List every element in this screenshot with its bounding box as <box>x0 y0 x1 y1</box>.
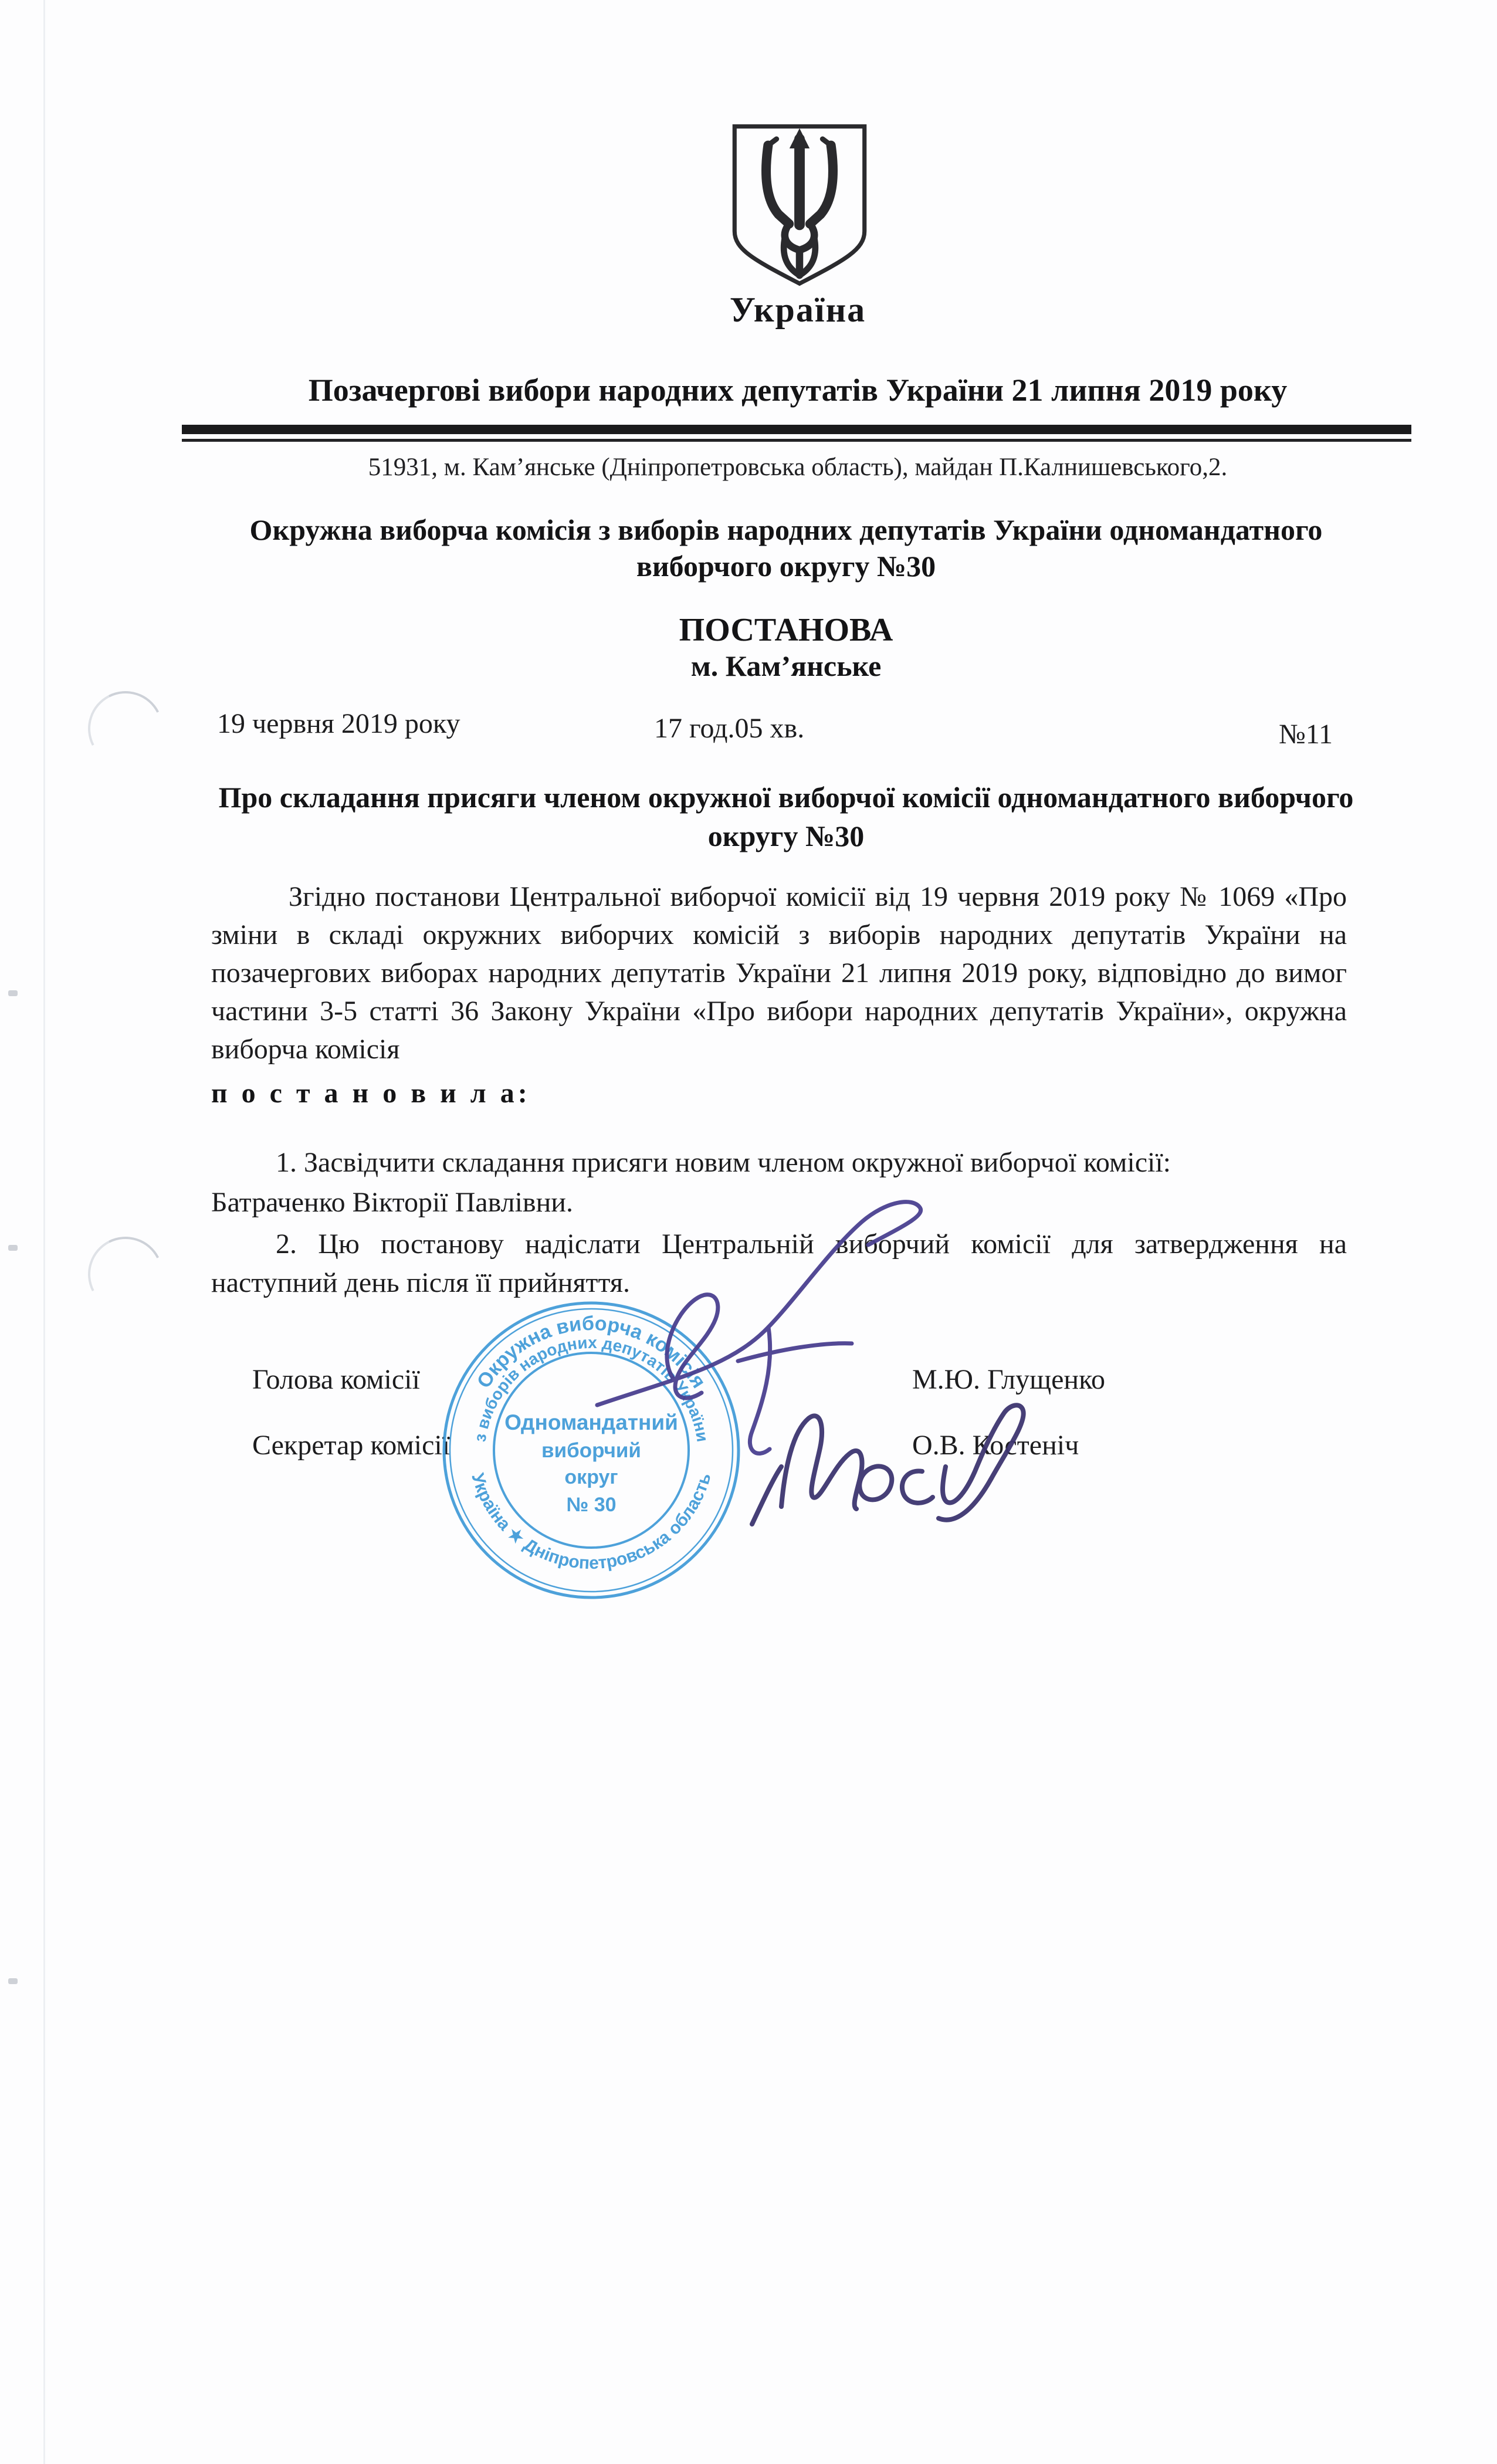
document-time: 17 год.05 хв. <box>654 713 805 744</box>
punch-hole-artifact <box>78 681 172 776</box>
header-rule-thick <box>182 425 1411 434</box>
signature-label-secretary: Секретар комісії <box>252 1430 451 1461</box>
ukraine-trident-emblem <box>726 122 873 295</box>
commission-name: Окружна виборча комісія з виборів народних депутатів України одномандатного виборчого округу №30 <box>249 513 1323 583</box>
stamp-center-line4: № 30 <box>566 1494 617 1516</box>
signature-label-head: Голова комісії <box>252 1364 420 1395</box>
signature-ink-head <box>597 1202 921 1454</box>
document-number: №11 <box>1278 719 1333 750</box>
resolution-item-1-name: Батраченко Вікторії Павлівни. <box>211 1187 573 1218</box>
signature-ink-secretary <box>752 1405 1024 1524</box>
stamp-center-line1: Одномандатний <box>504 1410 678 1434</box>
stamp-ring-bottom-text: Україна ★ Дніпропетровська область <box>468 1471 715 1573</box>
resolution-item-2: 2. Цю постанову надіслати Центральній виборчий комісії для затвердження на наступний день після її прийняття. <box>211 1228 1347 1298</box>
stamp-center-line2: виборчий <box>541 1439 641 1462</box>
resolution-item-1: 1. Засвідчити складання присяги новим членом окружної виборчої комісії: <box>276 1147 1171 1178</box>
document-place: м. Кам’янське <box>690 649 882 682</box>
resolved-label: п о с т а н о в и л а: <box>211 1078 531 1109</box>
document-date: 19 червня 2019 року <box>217 708 460 739</box>
stamp-ring-mid-text: з виборів народних депутатів України <box>470 1333 712 1443</box>
document-type-heading: ПОСТАНОВА <box>679 612 893 648</box>
header-rule-thin <box>182 439 1411 442</box>
commission-address: 51931, м. Кам’янське (Дніпропетровська область), майдан П.Калнишевського,2. <box>368 453 1228 481</box>
stamp-center-line3: округ <box>564 1466 618 1488</box>
signature-name-secretary: О.В. Костеніч <box>912 1430 1079 1461</box>
country-name: Україна <box>729 290 866 329</box>
trident-icon <box>726 122 873 292</box>
handwritten-signatures <box>575 1185 1103 1549</box>
scan-speck <box>8 1245 18 1251</box>
scan-speck <box>8 1978 18 1984</box>
scan-speck <box>8 990 18 996</box>
punch-hole-artifact <box>78 1227 172 1321</box>
scan-page-edge <box>43 0 45 2464</box>
signature-name-head: М.Ю. Глущенко <box>912 1364 1105 1395</box>
stamp-ring-top-text: Окружна виборча комісія <box>472 1312 710 1393</box>
document-title: Про складання присяги членом окружної виборчої комісії одномандатного виборчого округу №30 <box>218 781 1354 852</box>
election-header: Позачергові вибори народних депутатів України 21 липня 2019 року <box>308 373 1288 408</box>
body-intro-paragraph: Згідно постанови Центральної виборчої комісії від 19 червня 2019 року № 1069 «Про зміни в складі окружних виборчих комісій з виборів народних депутатів України на позачергових виборах народних депутатів України 21 липня 2019 року, відповідно до вимог частини 3-5 статті 36 Закону України «Про вибори народних депутатів України», окружна виборча комісія <box>211 881 1347 1065</box>
